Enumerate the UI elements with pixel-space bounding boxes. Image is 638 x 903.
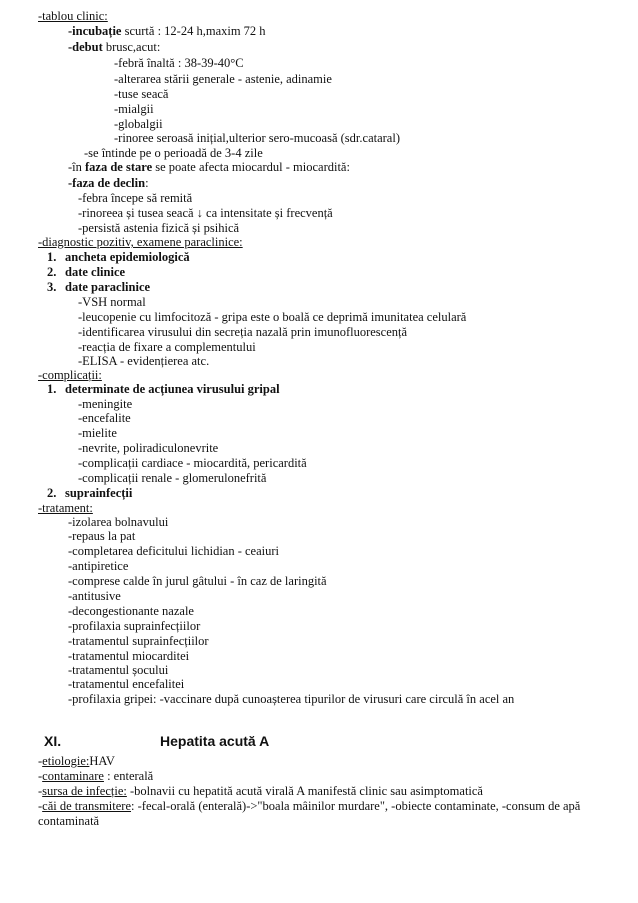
contaminare-line: -contaminare : enterală (38, 769, 154, 783)
incubatie-line: -incubație scurtă : 12-24 h,maxim 72 h (68, 24, 266, 38)
complicatii-subitem: -nevrite, poliradiculonevrite (78, 441, 219, 455)
paraclinic-item: -VSH normal (78, 295, 146, 309)
tratament-item: -profilaxia suprainfecțiilor (68, 619, 201, 633)
complicatii-item: 2. suprainfecții (47, 486, 133, 500)
tratament-item: -antipiretice (68, 559, 129, 573)
paraclinic-item: -leucopenie cu limfocitoză - gripa este o boală ce deprimă imunitatea celulară (78, 310, 467, 324)
complicatii-subitem: -encefalite (78, 411, 131, 425)
debut-item: -alterarea stării generale - astenie, adinamie (114, 72, 332, 86)
paraclinic-item: -identificarea virusului din secreția nazală prin imunofluorescență (78, 325, 408, 339)
sursa-line: -sursa de infecție: -bolnavii cu hepatită acută virală A manifestă clinic sau asimptomatică (38, 784, 483, 798)
etiologie-line: -etiologie:HAV (38, 754, 115, 768)
declin-item: -rinoreea și tusea seacă ↓ ca intensitate și frecvență (78, 206, 333, 220)
tratament-item: -tratamentul șocului (68, 663, 169, 677)
cai-transmitere-continuation: contaminată (38, 814, 100, 828)
duration-line: -se întinde pe o perioadă de 3-4 zile (84, 146, 263, 160)
complicatii-item: 1. determinate de acțiunea virusului gripal (47, 382, 280, 396)
declin-item: -febra începe să remită (78, 191, 193, 205)
tratament-item: -completarea deficitului lichidian - ceaiuri (68, 544, 280, 558)
declin-item: -persistă astenia fizică și psihică (78, 221, 240, 235)
tratament-item: -comprese calde în jurul gâtului - în caz de laringită (68, 574, 327, 588)
diagnostic-item: 2. date clinice (47, 265, 126, 279)
diagnostic-item: 3. date paraclinice (47, 280, 151, 294)
complicatii-subitem: -complicații cardiace - miocardită, pericardită (78, 456, 307, 470)
debut-item: -tuse seacă (114, 87, 169, 101)
tablou-clinic-heading: -tablou clinic: (38, 9, 108, 23)
tratament-item: -tratamentul miocarditei (68, 649, 190, 663)
tratament-item: -antitusive (68, 589, 121, 603)
diagnostic-heading: -diagnostic pozitiv, examene paraclinice: (38, 235, 243, 249)
complicatii-subitem: -mielite (78, 426, 117, 440)
complicatii-subitem: -meningite (78, 397, 133, 411)
tratament-item: -tratamentul encefalitei (68, 677, 185, 691)
diagnostic-item: 1. ancheta epidemiologică (47, 250, 190, 264)
tratament-item: -decongestionante nazale (68, 604, 194, 618)
tratament-item: -izolarea bolnavului (68, 515, 169, 529)
tratament-item: -tratamentul suprainfecțiilor (68, 634, 209, 648)
paraclinic-item: -ELISA - evidențierea atc. (78, 354, 210, 368)
complicatii-subitem: -complicații renale - glomerulonefrită (78, 471, 267, 485)
cai-transmitere-line: -căi de transmitere: -fecal-orală (enterală)->"boala mâinilor murdare", -obiecte contaminate, -consum de apă (38, 799, 581, 813)
debut-item: -globalgii (114, 117, 163, 131)
tratament-heading: -tratament: (38, 501, 93, 515)
paraclinic-item: -reacția de fixare a complementului (78, 340, 256, 354)
debut-line: -debut brusc,acut: (68, 40, 161, 54)
faza-declin-line: -faza de declin: (68, 176, 149, 190)
debut-item: -rinoree seroasă inițial,ulterior sero-mucoasă (sdr.cataral) (114, 131, 400, 145)
section-title: Hepatita acută A (160, 733, 270, 749)
tratament-item: -profilaxia gripei: -vaccinare după cunoașterea tipurilor de virusuri care circulă în acel an (68, 692, 515, 706)
debut-item: -mialgii (114, 102, 154, 116)
faza-stare-line: -în faza de stare se poate afecta miocardul - miocardită: (68, 160, 350, 174)
tratament-item: -repaus la pat (68, 529, 136, 543)
complicatii-heading: -complicații: (38, 368, 102, 382)
debut-item: -febră înaltă : 38-39-40°C (114, 56, 244, 70)
section-number: XI. (44, 733, 62, 749)
